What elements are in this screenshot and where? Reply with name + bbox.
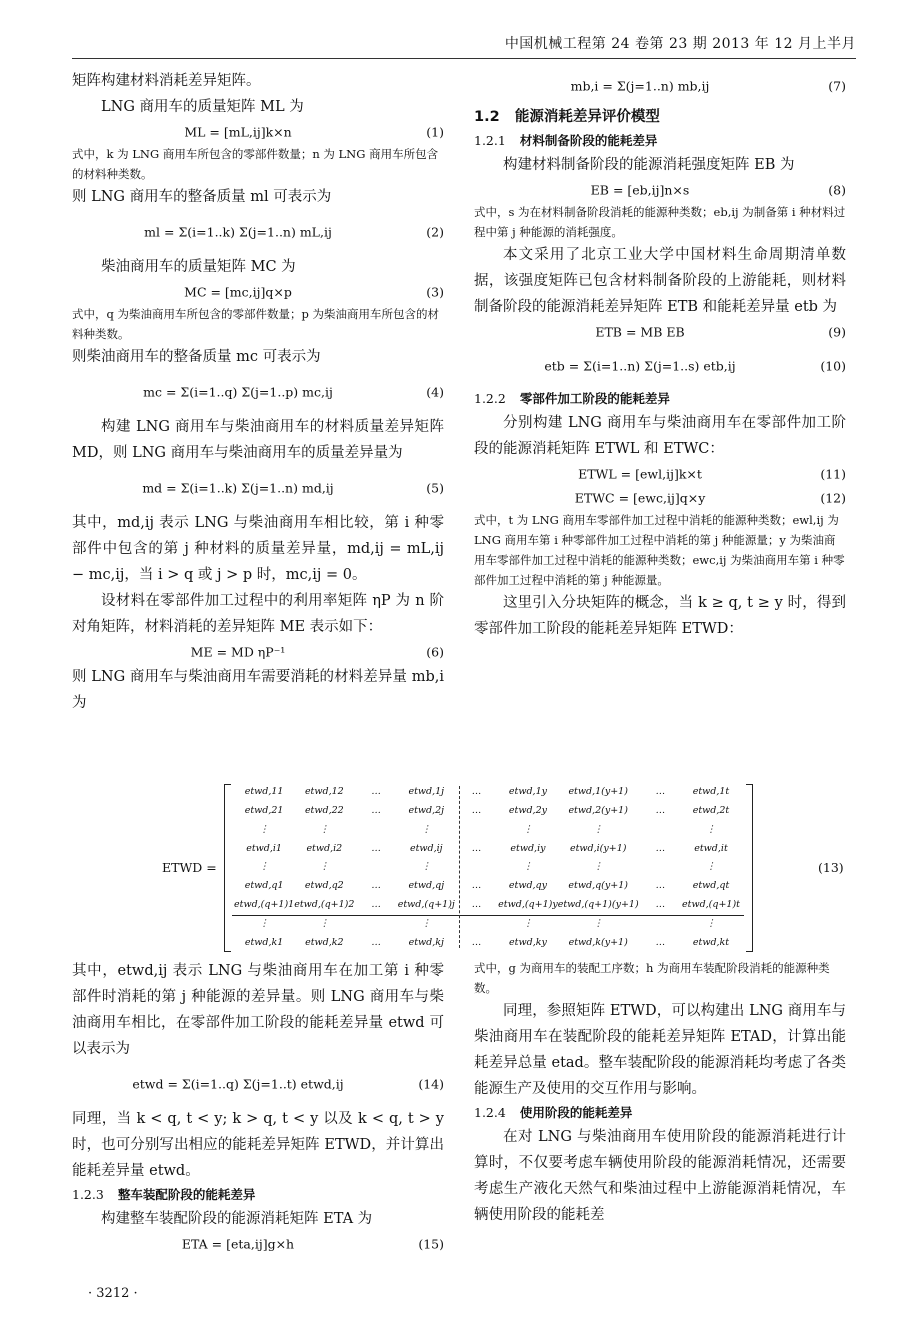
- matrix-cell: ⋮: [421, 823, 432, 835]
- equation-number: (5): [426, 480, 444, 496]
- matrix-cell: …: [371, 804, 381, 816]
- section-title: 能源消耗差异评价模型: [514, 109, 660, 125]
- equation-number: (13): [818, 860, 844, 875]
- matrix-cell: etwd,1(y+1): [568, 785, 628, 797]
- right-column-top: [474, 68, 846, 642]
- matrix-cell: …: [371, 899, 381, 911]
- subsection-heading: [474, 388, 846, 410]
- left-column-top: [72, 68, 444, 716]
- equation-4: [72, 370, 444, 414]
- matrix-cell: ⋮: [421, 861, 432, 873]
- equation-body: ML = [mL,ij]k×n: [184, 124, 292, 140]
- note: 式中，t 为 LNG 商用车零部件加工过程中消耗的能源种类数；ewl,ij 为 LNG 商用车第 i 种零部件加工过程中消耗的第 j 种能源量；y 为柴油商用车零部件加工过程中消耗的能源种类数；ewc,ij 为柴油商用车第 i 种零部件加工过程中消耗的第 j 种能源量。: [474, 513, 845, 587]
- equation-body: ETWC = [ewc,ij]q×y: [574, 490, 706, 506]
- matrix-cell: [455, 820, 498, 839]
- matrix-cell: etwd,qt: [692, 880, 730, 892]
- note: 式中，g 为商用车的装配工序数；h 为商用车装配阶段消耗的能源种类数。: [474, 961, 830, 995]
- equation-body: md = Σ(i=1..k) Σ(j=1..n) md,ij: [142, 480, 334, 496]
- matrix-cell: …: [471, 937, 482, 949]
- matrix-cell: [639, 914, 682, 933]
- matrix-cell: etwd,22: [304, 804, 344, 816]
- equation-body: MC = [mc,ij]q×p: [184, 284, 292, 300]
- matrix-cell: ⋮: [706, 918, 716, 930]
- matrix-cell: [455, 858, 498, 877]
- matrix-cell: etwd,q1: [244, 880, 284, 892]
- paragraph: 其中，md,ij 表示 LNG 与柴油商用车相比较，第 i 种零部件中包含的第 j 种材料的质量差异量，md,ij = mL,ij − mc,ij，当 i > q 或 j > p 时，mc,ij = 0。: [72, 515, 444, 583]
- matrix-cell: etwd,(q+1)(y+1): [557, 899, 639, 911]
- journal-header: 中国机械工程第 24 卷第 23 期 2013 年 12 月上半月: [504, 36, 856, 52]
- matrix-cell: etwd,1y: [508, 785, 547, 797]
- equation-5: [72, 466, 444, 510]
- matrix-cell: [354, 820, 397, 839]
- matrix-cell: …: [471, 842, 482, 854]
- matrix-cell: …: [471, 804, 482, 816]
- paragraph: 这里引入分块矩阵的概念，当 k ≥ q, t ≥ y 时，得到零部件加工阶段的能耗差异矩阵 ETWD：: [474, 595, 846, 637]
- matrix-cell: etwd,qj: [408, 880, 445, 892]
- subsection-title: 整车装配阶段的能耗差异: [117, 1187, 256, 1202]
- header-rule: [72, 58, 856, 59]
- equation-body: etwd = Σ(i=1..q) Σ(j=1..t) etwd,ij: [132, 1076, 344, 1092]
- equation-2: [72, 210, 444, 254]
- equation-number: (9): [828, 324, 846, 340]
- matrix-cell: etwd,i(y+1): [569, 842, 627, 854]
- equation-9: [474, 320, 846, 344]
- matrix-cell: …: [371, 937, 381, 949]
- matrix-cell: etwd,ij: [409, 842, 443, 854]
- matrix-cell: etwd,2t: [692, 804, 730, 816]
- matrix-cell: etwd,21: [244, 804, 284, 816]
- matrix-cell: etwd,q2: [304, 880, 344, 892]
- equation-body: ETB = MB EB: [595, 324, 685, 340]
- equation-body: ETWL = [ewl,ij]k×t: [578, 466, 702, 482]
- subsection-number: 1.2.1: [474, 133, 506, 148]
- matrix-cell: ⋮: [319, 823, 330, 835]
- subsection-title: 使用阶段的能耗差异: [519, 1105, 633, 1120]
- equation-number: (4): [426, 384, 444, 400]
- paragraph: 本文采用了北京工业大学中国材料生命周期清单数据，该强度矩阵已包含材料制备阶段的上游能耗，则材料制备阶段的能源消耗差异矩阵 ETB 和能耗差异量 etb 为: [474, 247, 846, 315]
- matrix-label: ETWD =: [162, 860, 217, 875]
- matrix-cell: etwd,2(y+1): [568, 804, 628, 816]
- paragraph: LNG 商用车的质量矩阵 ML 为: [101, 99, 304, 115]
- matrix-cell: etwd,q(y+1): [568, 880, 628, 892]
- matrix-cell: etwd,it: [694, 842, 728, 854]
- matrix-cell: etwd,(q+1)y: [498, 899, 558, 911]
- equation-number: (11): [820, 466, 846, 482]
- paragraph: 柴油商用车的质量矩阵 MC 为: [101, 259, 296, 275]
- matrix-cell: [639, 820, 682, 839]
- equation-3: [72, 280, 444, 304]
- section-number: 1.2: [474, 109, 500, 125]
- equation-body: ml = Σ(i=1..k) Σ(j=1..n) mL,ij: [144, 224, 332, 240]
- paragraph: 则柴油商用车的整备质量 mc 可表示为: [72, 349, 321, 365]
- equation-15: [72, 1232, 444, 1256]
- matrix-cell: [354, 858, 397, 877]
- matrix-cell: …: [471, 880, 482, 892]
- matrix-cell: etwd,k1: [244, 937, 284, 949]
- matrix-cell: …: [655, 842, 666, 854]
- paragraph: 分别构建 LNG 商用车与柴油商用车在零部件加工阶段的能源消耗矩阵 ETWL 和 ETWC：: [474, 415, 846, 457]
- matrix-cell: etwd,(q+1)1: [234, 899, 295, 911]
- matrix-cell: etwd,11: [244, 785, 284, 797]
- matrix-cell: etwd,ky: [509, 937, 547, 949]
- matrix-cell: [354, 914, 397, 933]
- paragraph: 则 LNG 商用车的整备质量 ml 可表示为: [72, 189, 332, 205]
- subsection-title: 材料制备阶段的能耗差异: [519, 133, 658, 148]
- equation-10: [474, 344, 846, 388]
- equation-number: (1): [426, 124, 444, 140]
- matrix-cell: ⋮: [706, 861, 716, 873]
- paragraph: 构建 LNG 商用车与柴油商用车的材料质量差异矩阵 MD，则 LNG 商用车与柴油商用车的质量差异量为: [72, 419, 444, 461]
- equation-body: ETA = [eta,ij]g×h: [181, 1236, 295, 1252]
- subsection-heading: [72, 1184, 444, 1206]
- block-divider-vertical: [459, 786, 461, 948]
- matrix-cell: etwd,i1: [246, 842, 282, 854]
- right-column-bottom: [474, 958, 846, 1228]
- matrix-cell: ⋮: [593, 861, 603, 873]
- matrix-cell: etwd,kj: [408, 937, 444, 949]
- matrix-cell: …: [471, 785, 482, 797]
- matrix-cell: ⋮: [421, 918, 432, 930]
- equation-number: (3): [426, 284, 444, 300]
- subsection-heading: [474, 130, 846, 152]
- equation-14: [72, 1062, 444, 1106]
- equation-number: (7): [828, 78, 846, 94]
- matrix-cell: etwd,(q+1)j: [397, 899, 455, 911]
- section-heading: [474, 104, 846, 130]
- paragraph: 矩阵构建材料消耗差异矩阵。: [72, 73, 261, 89]
- equation-number: (6): [426, 644, 444, 660]
- block-matrix-13: [162, 782, 852, 954]
- paragraph: 同理，参照矩阵 ETWD，可以构建出 LNG 商用车与柴油商用车在装配阶段的能耗差异矩阵 ETAD，计算出能耗差异总量 etad。整车装配阶段的能源消耗均考虑了各类能源生产及使用的交互作用与影响。: [474, 1003, 846, 1097]
- equation-6: [72, 640, 444, 664]
- paragraph: 设材料在零部件加工过程中的利用率矩阵 ηP 为 n 阶对角矩阵，材料消耗的差异矩阵 ME 表示如下：: [72, 593, 444, 635]
- matrix-cell: ⋮: [259, 918, 269, 930]
- matrix-cell: etwd,i2: [306, 842, 343, 854]
- matrix-cell: …: [655, 937, 666, 949]
- paragraph: 其中，etwd,ij 表示 LNG 与柴油商用车在加工第 i 种零部件时消耗的第 j 种能源的差异量。则 LNG 商用车与柴油商用车相比，在零部件加工阶段的能耗差异量 etwd 可以表示为: [72, 963, 444, 1057]
- matrix-cell: …: [371, 880, 381, 892]
- matrix-cell: etwd,iy: [510, 842, 546, 854]
- matrix-cell: etwd,qy: [508, 880, 547, 892]
- page-number: · 3212 ·: [88, 1286, 138, 1301]
- equation-8: [474, 178, 846, 202]
- matrix-cell: …: [371, 842, 381, 854]
- equation-1: [72, 120, 444, 144]
- equation-number: (2): [426, 224, 444, 240]
- matrix-cell: etwd,12: [304, 785, 344, 797]
- matrix-cell: ⋮: [593, 823, 603, 835]
- matrix-cell: …: [471, 899, 482, 911]
- equation-number: (14): [418, 1076, 444, 1092]
- matrix-cell: …: [371, 785, 381, 797]
- matrix-cell: etwd,(q+1)2: [294, 899, 355, 911]
- equation-7: [474, 68, 846, 104]
- matrix-cell: etwd,k2: [305, 937, 344, 949]
- equation-11: [474, 462, 846, 486]
- equation-body: EB = [eb,ij]n×s: [590, 182, 690, 198]
- equation-body: etb = Σ(i=1..n) Σ(j=1..s) etb,ij: [544, 358, 736, 374]
- matrix-cell: etwd,k(y+1): [568, 937, 628, 949]
- matrix-cell: etwd,(q+1)t: [682, 899, 740, 911]
- subsection-number: 1.2.2: [474, 391, 506, 406]
- matrix-cell: ⋮: [523, 823, 533, 835]
- subsection-title: 零部件加工阶段的能耗差异: [519, 391, 670, 406]
- matrix-cell: ⋮: [259, 861, 269, 873]
- matrix-cell: etwd,2y: [508, 804, 547, 816]
- matrix-cell: …: [655, 880, 666, 892]
- paragraph: 在对 LNG 与柴油商用车使用阶段的能源消耗进行计算时，不仅要考虑车辆使用阶段的能源消耗情况，还需要考虑生产液化天然气和柴油过程中上游能源消耗情况，车辆使用阶段的能耗差: [474, 1129, 846, 1223]
- equation-12: [474, 486, 846, 510]
- matrix-cell: ⋮: [593, 918, 603, 930]
- block-divider-horizontal: [232, 915, 744, 916]
- equation-number: (10): [820, 358, 846, 374]
- left-bracket: [224, 784, 231, 952]
- matrix-cell: ⋮: [319, 861, 330, 873]
- equation-body: mb,i = Σ(j=1..n) mb,ij: [570, 78, 710, 94]
- matrix-cell: ⋮: [706, 823, 716, 835]
- matrix-cell: etwd,1j: [408, 785, 445, 797]
- note: 式中，q 为柴油商用车所包含的零部件数量；p 为柴油商用车所包含的材料种类数。: [72, 307, 440, 341]
- equation-body: mc = Σ(i=1..q) Σ(j=1..p) mc,ij: [143, 384, 333, 400]
- matrix-cell: …: [655, 899, 666, 911]
- paragraph: 构建材料制备阶段的能源消耗强度矩阵 EB 为: [503, 157, 795, 173]
- subsection-heading: [474, 1102, 846, 1124]
- matrix-cell: ⋮: [259, 823, 269, 835]
- equation-body: ME = MD ηP⁻¹: [190, 644, 286, 660]
- right-bracket: [746, 784, 753, 952]
- left-column-bottom: [72, 958, 444, 1256]
- equation-number: (15): [418, 1236, 444, 1252]
- matrix-cell: ⋮: [523, 861, 533, 873]
- matrix-cell: [639, 858, 682, 877]
- matrix-cell: etwd,2j: [408, 804, 445, 816]
- paragraph: 则 LNG 商用车与柴油商用车需要消耗的材料差异量 mb,i 为: [72, 669, 444, 711]
- matrix-cell: etwd,1t: [692, 785, 730, 797]
- matrix-cell: …: [655, 785, 666, 797]
- matrix-cell: ⋮: [523, 918, 533, 930]
- matrix-grid: [234, 782, 740, 952]
- matrix-cell: ⋮: [319, 918, 330, 930]
- matrix-cell: …: [655, 804, 666, 816]
- matrix-cell: etwd,kt: [692, 937, 730, 949]
- note: 式中，s 为在材料制备阶段消耗的能源种类数；eb,ij 为制备第 i 种材料过程中第 j 种能源的消耗强度。: [474, 205, 846, 239]
- subsection-number: 1.2.4: [474, 1105, 506, 1120]
- equation-number: (8): [828, 182, 846, 198]
- equation-number: (12): [820, 490, 846, 506]
- note: 式中，k 为 LNG 商用车所包含的零部件数量；n 为 LNG 商用车所包含的材料种类数。: [72, 147, 439, 181]
- paragraph: 构建整车装配阶段的能源消耗矩阵 ETA 为: [101, 1211, 373, 1227]
- matrix-cell: [455, 914, 498, 933]
- subsection-number: 1.2.3: [72, 1187, 104, 1202]
- paragraph: 同理，当 k < q, t < y; k > q, t < y 以及 k < q, t > y 时，也可分别写出相应的能耗差异矩阵 ETWD，并计算出能耗差异量 etwd。: [72, 1111, 444, 1179]
